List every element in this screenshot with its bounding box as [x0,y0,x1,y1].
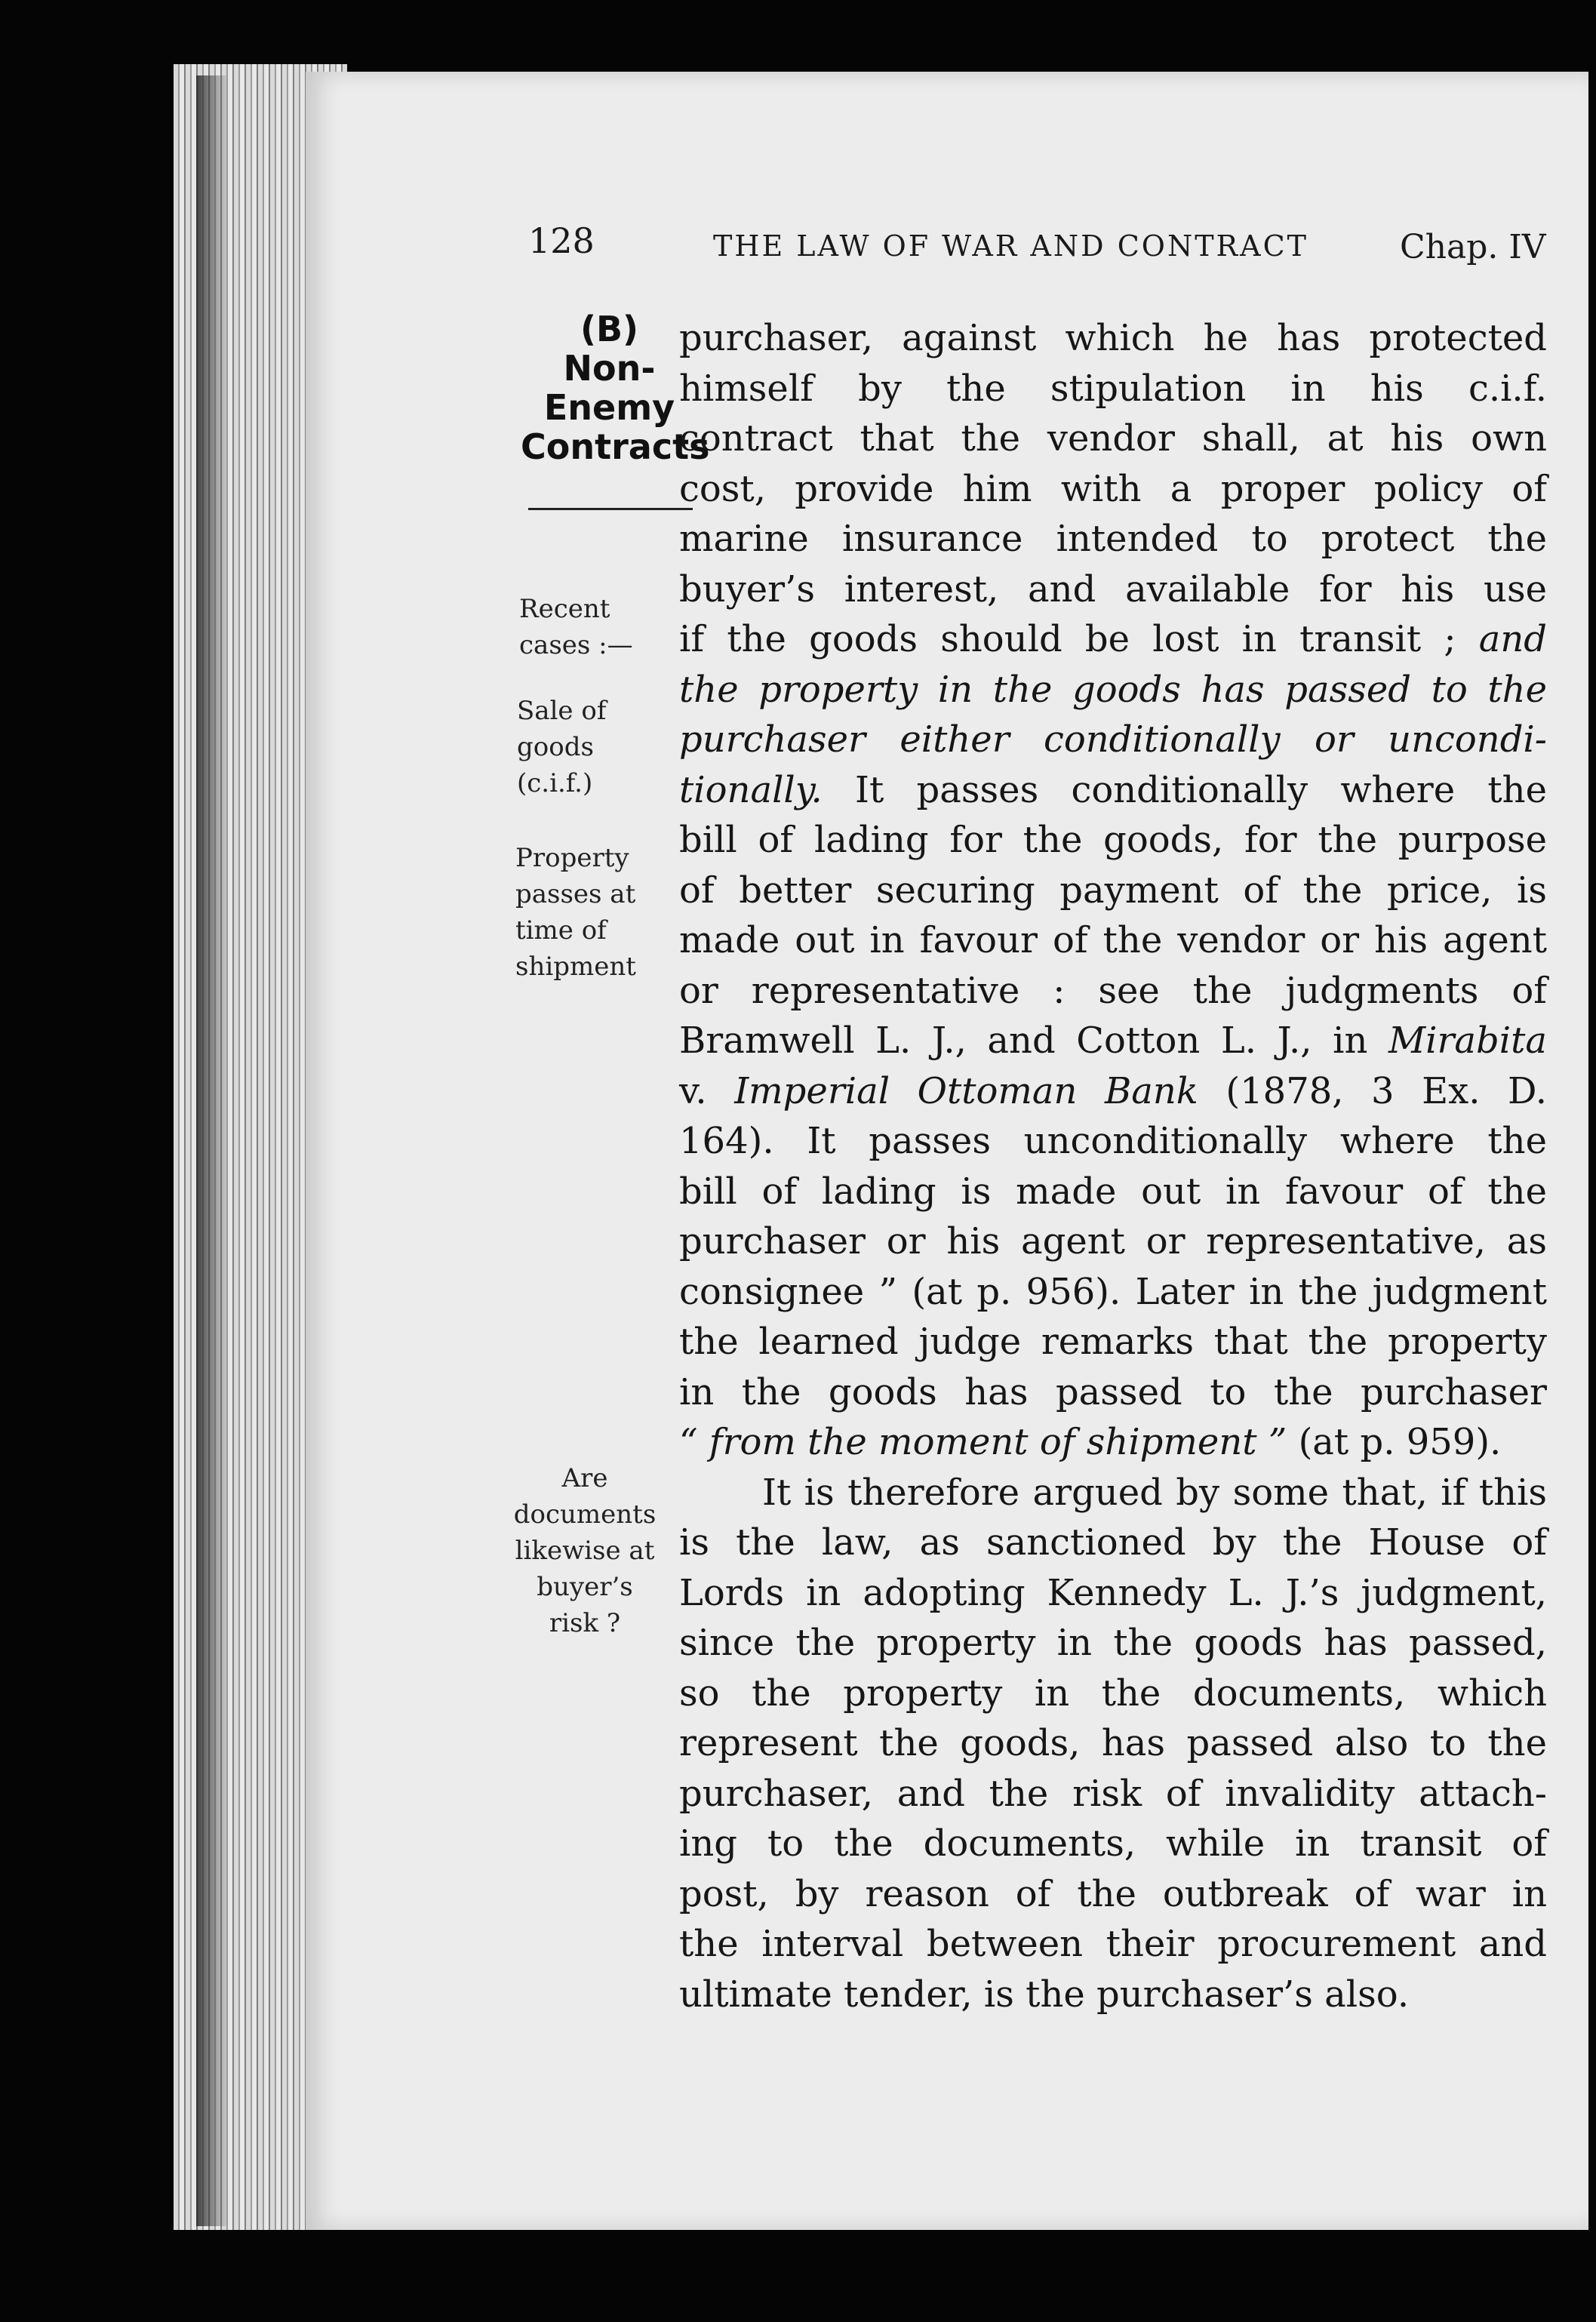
note-line: Recent [519,594,610,624]
text-line: Bramwell L. J., and Cotton L. J., in Mirabita [679,1020,1548,1062]
note-line: buyer’s [537,1572,633,1602]
text-line: in the goods has passed to the purchaser [679,1370,1547,1413]
margin-note-sale-of-goods [517,693,606,801]
text-line: Lords in adopting Kennedy L. J.’s judgment, [679,1571,1547,1614]
note-line: documents [513,1499,657,1530]
text-line: buyer’s interest, and available for his use [679,567,1547,610]
text-line: marine insurance intended to protect the [679,518,1547,560]
text-line: It is therefore argued by some that, if this [762,1471,1547,1514]
text-line: ultimate tender, is the purchaser’s also. [679,1973,1410,2016]
side-heading-line: Contracts [521,426,710,467]
text-line: made out in favour of the vendor or his agent [679,919,1547,961]
side-heading-rule [528,508,693,510]
text-line: purchaser, and the risk of invalidity attach- [679,1772,1547,1815]
text-line: purchaser either conditionally or uncondi- [679,718,1547,761]
text-line: or representative : see the judgments of [679,969,1547,1012]
side-heading [521,309,710,467]
text-line: the interval between their procurement and [679,1923,1547,1965]
text-line: if the goods should be lost in transit ; and [679,618,1547,660]
note-line: Are [561,1463,608,1493]
text-line: contract that the vendor shall, at his own [679,417,1547,460]
note-line: Sale of [517,696,607,726]
text-line: is the law, as sanctioned by the House of [679,1521,1547,1564]
note-line: goods [517,732,594,762]
text-line: represent the goods, has passed also to the [679,1722,1547,1764]
note-line: risk ? [549,1608,621,1638]
side-heading-line: (B) [580,309,639,349]
text-line: since the property in the goods has passed, [679,1622,1547,1664]
side-heading-line: Enemy [543,387,675,428]
margin-note-documents-risk [506,1460,664,1641]
margin-note-recent-cases [519,591,633,663]
note-line: time of [515,915,607,946]
text-line: himself by the stipulation in his c.i.f. [679,367,1547,410]
text-line: consignee ” (at p. 956). Later in the judgment [679,1270,1547,1313]
page-gutter-shadow [196,75,226,2226]
text-line: 164). It passes unconditionally where the [679,1120,1547,1162]
text-line: bill of lading for the goods, for the purpose [679,819,1547,861]
text-line: ing to the documents, while in transit of [679,1822,1547,1865]
note-line: passes at [515,879,636,909]
chapter-label: Chap. IV [1400,228,1546,266]
note-line: shipment [515,952,636,982]
page-number: 128 [528,220,595,261]
text-line: “ from the moment of shipment ” (at p. 959). [679,1421,1502,1463]
note-line: (c.i.f.) [517,768,593,798]
text-line: v. Imperial Ottoman Bank (1878, 3 Ex. D. [679,1069,1547,1112]
side-heading-line: Non- [563,348,656,389]
text-line: so the property in the documents, which [679,1672,1547,1715]
note-line: Property [515,843,629,873]
text-line: the property in the goods has passed to the [679,668,1547,711]
text-line: cost, provide him with a proper policy of [679,467,1547,510]
margin-note-property-passes [515,840,636,985]
note-line: likewise at [515,1536,655,1566]
text-line: purchaser or his agent or representative, as [679,1220,1547,1262]
text-line: purchaser, against which he has protected [679,317,1547,359]
text-line: post, by reason of the outbreak of war in [679,1872,1547,1915]
text-line: tionally. It passes conditionally where the [679,768,1547,811]
text-line: of better securing payment of the price, is [679,869,1547,912]
running-title: THE LAW OF WAR AND CONTRACT [713,229,1309,263]
text-line: the learned judge remarks that the property [679,1321,1547,1363]
text-line: bill of lading is made out in favour of the [679,1170,1547,1213]
note-line: cases :— [519,630,633,660]
running-header [528,220,1570,273]
body-text [679,313,1547,2019]
